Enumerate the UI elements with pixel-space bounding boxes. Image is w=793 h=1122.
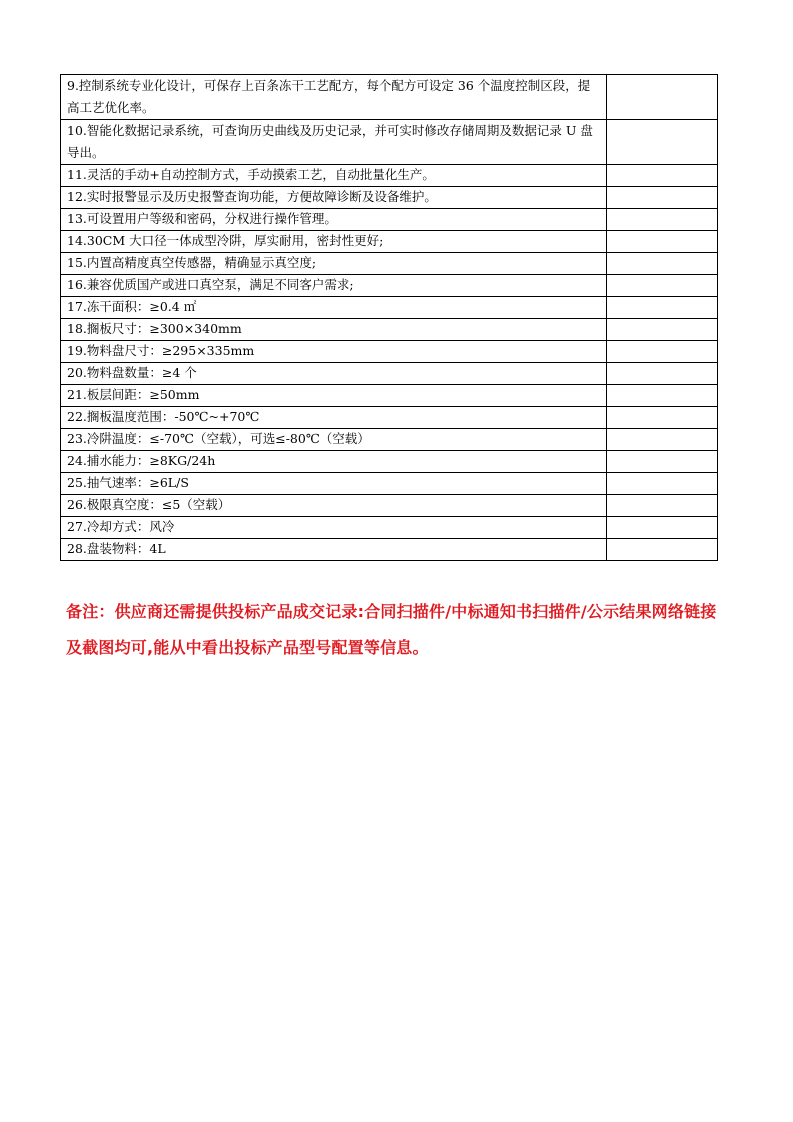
table-row: [61, 407, 718, 429]
response-cell: [607, 451, 718, 473]
remark-note: 备注：供应商还需提供投标产品成交记录:合同扫描件/中标通知书扫描件/公示结果网络链接及截图均可,能从中看出投标产品型号配置等信息。: [66, 602, 717, 657]
table-row: [61, 341, 718, 363]
response-cell: [607, 385, 718, 407]
spec-cell: 13.可设置用户等级和密码，分权进行操作管理。: [61, 209, 607, 231]
spec-cell: 22.搁板温度范围：-50℃~+70℃: [61, 407, 607, 429]
table-row: [61, 451, 718, 473]
spec-cell: 16.兼容优质国产或进口真空泵，满足不同客户需求;: [61, 275, 607, 297]
table-row: [61, 297, 718, 319]
spec-cell: 19.物料盘尺寸：≥295×335mm: [61, 341, 607, 363]
table-row: [61, 231, 718, 253]
table-row: [61, 187, 718, 209]
response-cell: [607, 275, 718, 297]
response-cell: [607, 407, 718, 429]
spec-cell: 24.捕水能力：≥8KG/24h: [61, 451, 607, 473]
table-row: [61, 253, 718, 275]
table-row: [61, 275, 718, 297]
response-cell: [607, 363, 718, 385]
response-cell: [607, 341, 718, 363]
spec-cell: 14.30CM 大口径一体成型冷阱，厚实耐用，密封性更好;: [61, 231, 607, 253]
response-cell: [607, 539, 718, 561]
response-cell: [607, 209, 718, 231]
response-cell: [607, 517, 718, 539]
table-row: [61, 385, 718, 407]
response-cell: [607, 319, 718, 341]
table-row: [61, 363, 718, 385]
response-cell: [607, 120, 718, 165]
table-row: [61, 75, 718, 120]
spec-cell: 23.冷阱温度：≤-70℃（空载），可选≤-80℃（空载）: [61, 429, 607, 451]
table-row: [61, 473, 718, 495]
spec-cell: 17.冻干面积：≥0.4 ㎡: [61, 297, 607, 319]
spec-cell: 15.内置高精度真空传感器，精确显示真空度;: [61, 253, 607, 275]
response-cell: [607, 165, 718, 187]
spec-cell: 12.实时报警显示及历史报警查询功能，方便故障诊断及设备维护。: [61, 187, 607, 209]
spec-cell: 9.控制系统专业化设计，可保存上百条冻干工艺配方，每个配方可设定 36 个温度控制区段，提高工艺优化率。: [61, 75, 607, 120]
spec-cell: 28.盘装物料：4L: [61, 539, 607, 561]
spec-cell: 26.极限真空度：≤5（空载）: [61, 495, 607, 517]
response-cell: [607, 231, 718, 253]
response-cell: [607, 473, 718, 495]
response-cell: [607, 297, 718, 319]
response-cell: [607, 253, 718, 275]
response-cell: [607, 495, 718, 517]
table-row: [61, 495, 718, 517]
spec-cell: 21.板层间距：≥50mm: [61, 385, 607, 407]
response-cell: [607, 75, 718, 120]
table-row: [61, 319, 718, 341]
spec-cell: 25.抽气速率：≥6L/S: [61, 473, 607, 495]
response-cell: [607, 429, 718, 451]
spec-table: [60, 74, 718, 561]
spec-cell: 18.搁板尺寸：≥300×340mm: [61, 319, 607, 341]
table-row: [61, 165, 718, 187]
table-row: [61, 517, 718, 539]
table-row: [61, 429, 718, 451]
spec-cell: 27.冷却方式：风冷: [61, 517, 607, 539]
table-row: [61, 539, 718, 561]
table-row: [61, 209, 718, 231]
table-row: [61, 120, 718, 165]
spec-cell: 10.智能化数据记录系统，可查询历史曲线及历史记录，并可实时修改存储周期及数据记录 U 盘导出。: [61, 120, 607, 165]
spec-cell: 20.物料盘数量：≥4 个: [61, 363, 607, 385]
response-cell: [607, 187, 718, 209]
spec-cell: 11.灵活的手动+自动控制方式，手动摸索工艺，自动批量化生产。: [61, 165, 607, 187]
